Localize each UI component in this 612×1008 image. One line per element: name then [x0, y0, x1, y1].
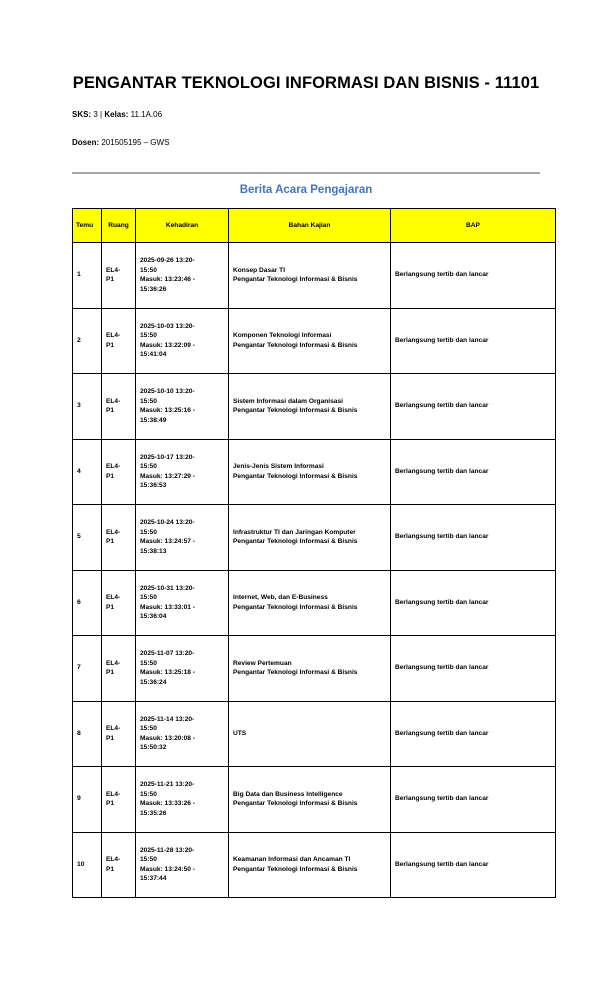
- ruang-line: EL4-: [106, 856, 121, 864]
- ruang-line: EL4-: [106, 463, 121, 471]
- cell-bap: Berlangsung tertib dan lancar: [391, 570, 556, 636]
- cell-ruang: [102, 636, 136, 702]
- course-ref: Pengantar Teknologi Informasi & Bisnis: [233, 276, 358, 284]
- checkin-time: Masuk: 13:23:46 -: [140, 276, 195, 284]
- cell-temu: 10: [73, 832, 102, 898]
- ruang-line: P1: [106, 407, 115, 415]
- ruang-line: P1: [106, 538, 115, 546]
- course-ref: Pengantar Teknologi Informasi & Bisnis: [233, 800, 358, 808]
- ruang-line: EL4-: [106, 266, 121, 274]
- course-ref: Pengantar Teknologi Informasi & Bisnis: [233, 472, 358, 480]
- topic: Review Pertemuan: [233, 659, 292, 667]
- cell-ruang: [102, 505, 136, 571]
- kelas-value: 11.1A.06: [130, 110, 163, 119]
- course-ref: Pengantar Teknologi Informasi & Bisnis: [233, 407, 358, 415]
- cell-bahan-kajian: [229, 832, 391, 898]
- cell-temu: 4: [73, 439, 102, 505]
- cell-kehadiran: [136, 505, 229, 571]
- cell-bap: Berlangsung tertib dan lancar: [391, 243, 556, 309]
- cell-ruang: [102, 570, 136, 636]
- schedule-date: 2025-10-31 13:20-: [140, 584, 195, 592]
- table-row: [73, 832, 556, 898]
- checkin-time: Masuk: 13:24:57 -: [140, 538, 195, 546]
- schedule-end: 15:50: [140, 266, 157, 274]
- cell-bap: Berlangsung tertib dan lancar: [391, 832, 556, 898]
- cell-temu: 9: [73, 767, 102, 833]
- section-title: Berita Acara Pengajaran: [239, 184, 373, 196]
- ruang-line: EL4-: [106, 397, 121, 405]
- topic: Big Data dan Business Intelligence: [233, 790, 343, 798]
- ruang-line: P1: [106, 472, 115, 480]
- checkout-time: 15:35:26: [140, 809, 167, 817]
- ruang-line: EL4-: [106, 725, 121, 733]
- col-header-temu: Temu: [73, 209, 102, 243]
- course-ref: Pengantar Teknologi Informasi & Bisnis: [233, 865, 358, 873]
- table-row: [73, 767, 556, 833]
- schedule-end: 15:50: [140, 790, 157, 798]
- cell-ruang: [102, 308, 136, 374]
- schedule-date: 2025-11-14 13:20-: [140, 715, 195, 723]
- ruang-line: P1: [106, 734, 115, 742]
- course-ref: Pengantar Teknologi Informasi & Bisnis: [233, 669, 358, 677]
- cell-kehadiran: [136, 832, 229, 898]
- dosen-label: Dosen:: [72, 138, 100, 147]
- cell-bahan-kajian: [229, 308, 391, 374]
- cell-kehadiran: [136, 374, 229, 440]
- cell-bahan-kajian: [229, 701, 391, 767]
- topic: Internet, Web, dan E-Business: [233, 594, 328, 602]
- cell-ruang: [102, 767, 136, 833]
- cell-ruang: [102, 243, 136, 309]
- table-row: [73, 439, 556, 505]
- topic: Keamanan Informasi dan Ancaman TI: [233, 856, 351, 864]
- topic: Sistem Informasi dalam Organisasi: [233, 397, 343, 405]
- course-title: PENGANTAR TEKNOLOGI INFORMASI DAN BISNIS - 11101: [72, 74, 540, 92]
- schedule-date: 2025-10-10 13:20-: [140, 388, 195, 396]
- cell-bahan-kajian: [229, 439, 391, 505]
- schedule-end: 15:50: [140, 528, 157, 536]
- table-row: [73, 570, 556, 636]
- col-header-kehadiran: Kehadiran: [136, 209, 229, 243]
- schedule-date: 2025-11-28 13:20-: [140, 846, 195, 854]
- checkout-time: 15:36:24: [140, 678, 167, 686]
- schedule-date: 2025-11-07 13:20-: [140, 650, 195, 658]
- schedule-end: 15:50: [140, 856, 157, 864]
- ruang-line: P1: [106, 276, 115, 284]
- checkout-time: 15:36:53: [140, 482, 167, 490]
- ruang-line: P1: [106, 669, 115, 677]
- cell-bap: Berlangsung tertib dan lancar: [391, 505, 556, 571]
- cell-bap: Berlangsung tertib dan lancar: [391, 767, 556, 833]
- cell-bahan-kajian: [229, 505, 391, 571]
- cell-ruang: [102, 374, 136, 440]
- cell-temu: 7: [73, 636, 102, 702]
- checkin-time: Masuk: 13:33:26 -: [140, 800, 195, 808]
- ruang-line: P1: [106, 865, 115, 873]
- cell-bap: Berlangsung tertib dan lancar: [391, 374, 556, 440]
- checkin-time: Masuk: 13:25:16 -: [140, 407, 195, 415]
- ruang-line: EL4-: [106, 790, 121, 798]
- cell-bahan-kajian: [229, 767, 391, 833]
- cell-bahan-kajian: [229, 570, 391, 636]
- cell-kehadiran: [136, 701, 229, 767]
- ruang-line: EL4-: [106, 659, 121, 667]
- sks-label: SKS:: [72, 110, 92, 119]
- cell-bahan-kajian: [229, 636, 391, 702]
- table-row: [73, 701, 556, 767]
- course-ref: Pengantar Teknologi Informasi & Bisnis: [233, 603, 358, 611]
- checkout-time: 15:38:13: [140, 547, 167, 555]
- sks-value: 3: [93, 110, 98, 119]
- col-header-ruang: Ruang: [102, 209, 136, 243]
- checkin-time: Masuk: 13:22:09 -: [140, 341, 195, 349]
- schedule-date: 2025-11-21 13:20-: [140, 781, 195, 789]
- divider: [72, 172, 540, 174]
- course-ref: Pengantar Teknologi Informasi & Bisnis: [233, 538, 358, 546]
- col-header-bap: BAP: [391, 209, 556, 243]
- cell-kehadiran: [136, 767, 229, 833]
- table-row: [73, 636, 556, 702]
- schedule-date: 2025-10-17 13:20-: [140, 453, 195, 461]
- cell-kehadiran: [136, 439, 229, 505]
- schedule-date: 2025-09-26 13:20-: [140, 257, 195, 265]
- cell-bahan-kajian: [229, 243, 391, 309]
- cell-ruang: [102, 439, 136, 505]
- cell-temu: 6: [73, 570, 102, 636]
- meta-separator: |: [100, 110, 103, 119]
- checkout-time: 15:41:04: [140, 351, 167, 359]
- topic: Jenis-Jenis Sistem Informasi: [233, 463, 324, 471]
- ruang-line: EL4-: [106, 594, 121, 602]
- cell-temu: 8: [73, 701, 102, 767]
- cell-bap: Berlangsung tertib dan lancar: [391, 439, 556, 505]
- ruang-line: EL4-: [106, 528, 121, 536]
- schedule-end: 15:50: [140, 332, 157, 340]
- checkin-time: Masuk: 13:33:01 -: [140, 603, 195, 611]
- cell-bap: Berlangsung tertib dan lancar: [391, 636, 556, 702]
- schedule-end: 15:50: [140, 397, 157, 405]
- checkin-time: Masuk: 13:25:18 -: [140, 669, 195, 677]
- schedule-date: 2025-10-24 13:20-: [140, 519, 195, 527]
- cell-kehadiran: [136, 570, 229, 636]
- checkin-time: Masuk: 13:20:08 -: [140, 734, 195, 742]
- topic: Infrastruktur TI dan Jaringan Komputer: [233, 528, 356, 536]
- cell-bap: Berlangsung tertib dan lancar: [391, 701, 556, 767]
- cell-ruang: [102, 832, 136, 898]
- checkin-time: Masuk: 13:24:50 -: [140, 865, 195, 873]
- kelas-label: Kelas:: [104, 110, 129, 119]
- ruang-line: P1: [106, 800, 115, 808]
- course-ref: Pengantar Teknologi Informasi & Bisnis: [233, 341, 358, 349]
- checkin-time: Masuk: 13:27:29 -: [140, 472, 195, 480]
- table-row: [73, 308, 556, 374]
- cell-temu: 2: [73, 308, 102, 374]
- table-row: [73, 243, 556, 309]
- checkout-time: 15:36:04: [140, 613, 167, 621]
- cell-bahan-kajian: [229, 374, 391, 440]
- cell-temu: 1: [73, 243, 102, 309]
- topic: Komponen Teknologi Informasi: [233, 332, 332, 340]
- schedule-end: 15:50: [140, 725, 157, 733]
- topic: UTS: [233, 729, 247, 737]
- cell-kehadiran: [136, 243, 229, 309]
- checkout-time: 15:36:26: [140, 285, 167, 293]
- ruang-line: EL4-: [106, 332, 121, 340]
- schedule-end: 15:50: [140, 659, 157, 667]
- table-row: [73, 505, 556, 571]
- schedule-end: 15:50: [140, 463, 157, 471]
- cell-ruang: [102, 701, 136, 767]
- checkout-time: 15:50:32: [140, 744, 167, 752]
- schedule-end: 15:50: [140, 594, 157, 602]
- table-row: [73, 374, 556, 440]
- col-header-bahan-kajian: Bahan Kajian: [229, 209, 391, 243]
- ruang-line: P1: [106, 603, 115, 611]
- cell-temu: 3: [73, 374, 102, 440]
- cell-kehadiran: [136, 636, 229, 702]
- cell-kehadiran: [136, 308, 229, 374]
- cell-bap: Berlangsung tertib dan lancar: [391, 308, 556, 374]
- table-header-row: [73, 209, 556, 243]
- schedule-date: 2025-10-03 13:20-: [140, 322, 195, 330]
- checkout-time: 15:37:44: [140, 875, 167, 883]
- topic: Konsep Dasar TI: [233, 266, 286, 274]
- course-meta: [72, 110, 162, 119]
- checkout-time: 15:38:49: [140, 416, 167, 424]
- dosen-value: 201505195 – GWS: [101, 138, 170, 147]
- ruang-line: P1: [106, 341, 115, 349]
- bap-table: [72, 208, 556, 898]
- cell-temu: 5: [73, 505, 102, 571]
- lecturer-info: [72, 138, 169, 147]
